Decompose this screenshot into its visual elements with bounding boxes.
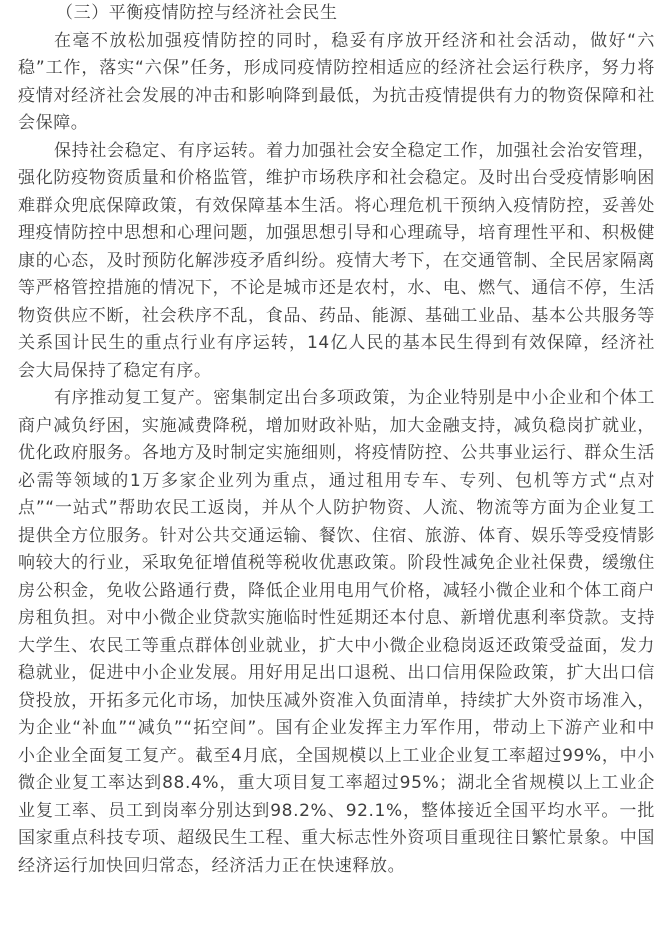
paragraph-social-stability: 保持社会稳定、有序运转。着力加强社会安全稳定工作，加强社会治安管理，强化防疫物资质量和价格监管，维护市场秩序和社会稳定。及时出台受疫情影响困难群众兜底保障政策，有效保障基本生活。将心理危机干预纳入疫情防控，妥善处理疫情防控中思想和心理问题，加强思想引导和心理疏导，培育理性平和、积极健康的心态，及时预防化解涉疫矛盾纠纷。疫情大考下，在交通管制、全民居家隔离等严格管控措施的情况下，不论是城市还是农村，水、电、燃气、通信不停，生活物资供应不断，社会秩序不乱，食品、药品、能源、基础工业品、基本公共服务等关系国计民生的重点行业有序运转，14亿人民的基本民生得到有效保障，经济社会大局保持了稳定有序。 <box>18 140 655 381</box>
paragraph-resume-production: 有序推动复工复产。密集制定出台多项政策，为企业特别是中小企业和个体工商户减负纾困，实施减费降税，增加财政补贴，加大金融支持，减负稳岗扩就业，优化政府服务。各地方及时制定实施细则，将疫情防控、公共事业运行、群众生活必需等领域的1万多家企业列为重点，通过租用专车、专列、包机等方式“点对点”“一站式”帮助农民工返岗，并从个人防护物资、人流、物流等方面为企业复工提供全方位服务。针对公共交通运输、餐饮、住宿、旅游、体育、娱乐等受疫情影响较大的行业，采取免征增值税等税收优惠政策。阶段性减免企业社保费，缓缴住房公积金，免收公路通行费，降低企业用电用气价格，减轻小微企业和个体工商户房租负担。对中小微企业贷款实施临时性延期还本付息、新增优惠利率贷款。支持大学生、农民工等重点群体创业就业，扩大中小微企业稳岗返还政策受益面，发力稳就业，促进中小企业发展。用好用足出口退税、出口信用保险政策，扩大出口信贷投放，开拓多元化市场，加快压减外资准入负面清单，持续扩大外资市场准入，为企业“补血”“减负”“拓空间”。国有企业发挥主力军作用，带动上下游产业和中小企业全面复工复产。截至4月底，全国规模以上工业企业复工率超过99%，中小微企业复工率达到88.4%，重大项目复工率超过95%；湖北全省规模以上工业企业复工率、员工到岗率分别达到98.2%、92.1%，整体接近全国平均水平。一批国家重点科技专项、超级民生工程、重大标志性外资项目重现往日繁忙景象。中国经济运行加快回归常态，经济活力正在快速释放。 <box>18 388 655 876</box>
paragraph-intro: 在毫不放松加强疫情防控的同时，稳妥有序放开经济和社会活动，做好“六稳”工作，落实“六保”任务，形成同疫情防控相适应的经济社会运行秩序，努力将疫情对经济社会发展的冲击和影响降到最低，为抗击疫情提供有力的物资保障和社会保障。 <box>18 30 655 133</box>
section-heading: （三）平衡疫情防控与经济社会民生 <box>56 3 338 23</box>
